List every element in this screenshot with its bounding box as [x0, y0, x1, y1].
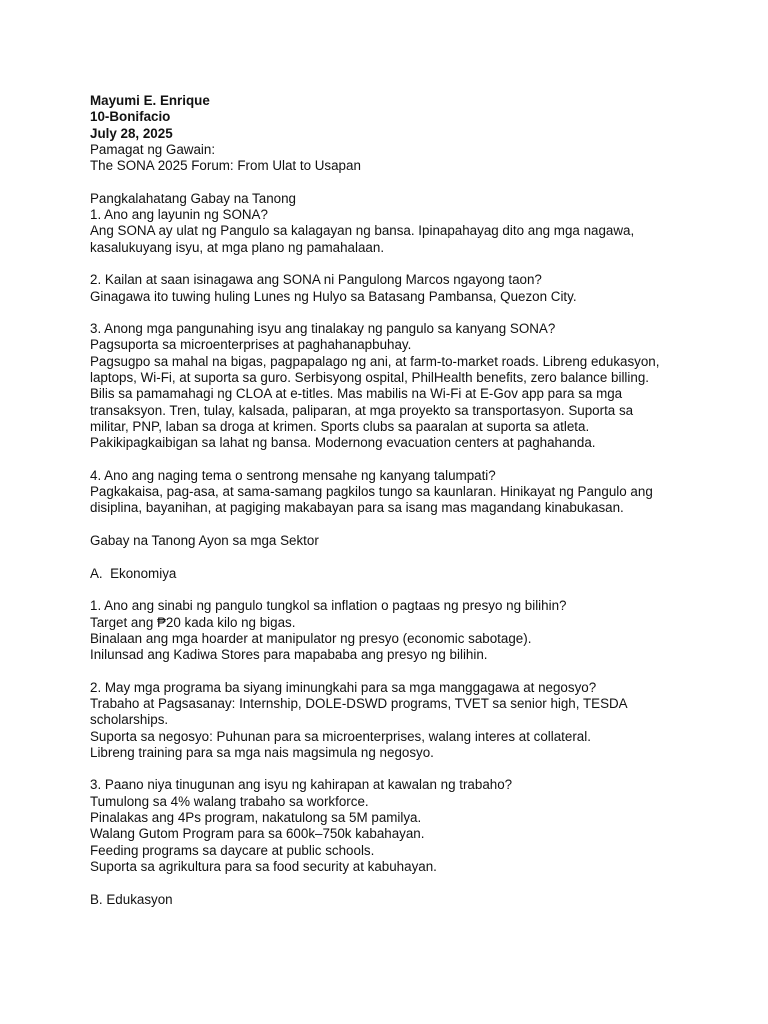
spacer [90, 305, 728, 321]
sector-answer-3-line-5: Suporta sa agrikultura para sa food security at kabuhayan. [90, 858, 437, 874]
sector-question-1: 1. Ano ang sinabi ng pangulo tungkol sa inflation o pagtaas ng presyo ng bilihin? [90, 598, 567, 614]
general-answer-1-line-2: kasalukuyang isyu, at mga plano ng pamahalaan. [90, 239, 385, 255]
sector-answer-2-line-4: Libreng training para sa mga nais magsimula ng negosyo. [90, 744, 434, 760]
sector-answer-1-line-2: Binalaan ang mga hoarder at manipulator ng presyo (economic sabotage). [90, 630, 532, 646]
general-answer-4-line-1: Pagkakaisa, pag-asa, at sama-samang pagkilos tungo sa kaunlaran. Hinikayat ng Pangulo ang [90, 484, 653, 500]
spacer [90, 452, 728, 468]
general-question-1: 1. Ano ang layunin ng SONA? [90, 207, 268, 223]
spacer [90, 582, 728, 598]
activity-title: The SONA 2025 Forum: From Ulat to Usapan [90, 158, 361, 174]
spacer [90, 549, 728, 565]
sector-answer-2-line-1: Trabaho at Pagsasanay: Internship, DOLE-DSWD programs, TVET sa senior high, TESDA [90, 695, 628, 711]
sector-answer-1-line-3: Inilunsad ang Kadiwa Stores para mapababa ang presyo ng bilihin. [90, 647, 488, 663]
section-b-heading: B. Edukasyon [90, 891, 173, 907]
general-answer-3-line-4: Bilis sa pamamahagi ng CLOA at e-titles. Mas mabilis na Wi-Fi at E-Gov app para sa mga [90, 386, 623, 402]
sector-answer-2-line-2: scholarships. [90, 712, 169, 728]
spacer [90, 875, 728, 891]
general-answer-3-line-2: Pagsugpo sa mahal na bigas, pagpapalago ng ani, at farm-to-market roads. Libreng edukasyon, [90, 353, 660, 369]
spacer [90, 256, 728, 272]
sector-question-2: 2. May mga programa ba siyang iminungkahi para sa mga manggagawa at negosyo? [90, 679, 597, 695]
general-answer-4-line-2: disiplina, bayanihan, at pagiging makabayan para sa isang mas magandang kinabukasan. [90, 500, 624, 516]
document-date: July 28, 2025 [90, 125, 173, 141]
section-a-heading: A. Ekonomiya [90, 565, 177, 581]
sector-answer-3-line-2: Pinalakas ang 4Ps program, nakatulong sa 5M pamilya. [90, 810, 422, 826]
sector-answer-3-line-1: Tumulong sa 4% walang trabaho sa workforce. [90, 793, 369, 809]
general-question-4: 4. Ano ang naging tema o sentrong mensahe ng kanyang talumpati? [90, 467, 496, 483]
sector-questions-heading: Gabay na Tanong Ayon sa mga Sektor [90, 533, 319, 549]
sector-answer-3-line-4: Feeding programs sa daycare at public schools. [90, 842, 375, 858]
activity-label: Pamagat ng Gawain: [90, 141, 216, 157]
general-answer-3-line-3: laptops, Wi-Fi, at suporta sa guro. Serbisyong ospital, PhilHealth benefits, zero balance billing. [90, 370, 649, 386]
general-question-2: 2. Kailan at saan isinagawa ang SONA ni Pangulong Marcos ngayong taon? [90, 272, 542, 288]
spacer [90, 761, 728, 777]
general-answer-1-line-1: Ang SONA ay ulat ng Pangulo sa kalagayan ng bansa. Ipinapahayag dito ang mga nagawa, [90, 223, 635, 239]
spacer [90, 517, 728, 533]
general-answer-3-line-7: Pakikipagkaibigan sa lahat ng bansa. Modernong evacuation centers at paghahanda. [90, 435, 596, 451]
sector-answer-3-line-3: Walang Gutom Program para sa 600k–750k kabahayan. [90, 826, 425, 842]
class-section: 10-Bonifacio [90, 109, 171, 125]
spacer [90, 663, 728, 679]
spacer [90, 174, 728, 190]
sector-answer-2-line-3: Suporta sa negosyo: Puhunan para sa microenterprises, walang interes at collateral. [90, 728, 591, 744]
general-answer-3-line-6: militar, PNP, laban sa droga at krimen. Sports clubs sa paaralan at suporta sa atleta. [90, 418, 590, 434]
author-name: Mayumi E. Enrique [90, 93, 210, 108]
general-question-3: 3. Anong mga pangunahing isyu ang tinalakay ng pangulo sa kanyang SONA? [90, 321, 556, 337]
general-questions-heading: Pangkalahatang Gabay na Tanong [90, 190, 296, 206]
general-answer-2-line-1: Ginagawa ito tuwing huling Lunes ng Hulyo sa Batasang Pambansa, Quezon City. [90, 288, 577, 304]
sector-question-3: 3. Paano niya tinugunan ang isyu ng kahirapan at kawalan ng trabaho? [90, 777, 513, 793]
general-answer-3-line-1: Pagsuporta sa microenterprises at paghahanapbuhay. [90, 337, 412, 353]
general-answer-3-line-5: transaksyon. Tren, tulay, kalsada, paliparan, at mga proyekto sa transportasyon. Suporta sa [90, 402, 634, 418]
sector-answer-1-line-1: Target ang ₱20 kada kilo ng bigas. [90, 614, 296, 630]
